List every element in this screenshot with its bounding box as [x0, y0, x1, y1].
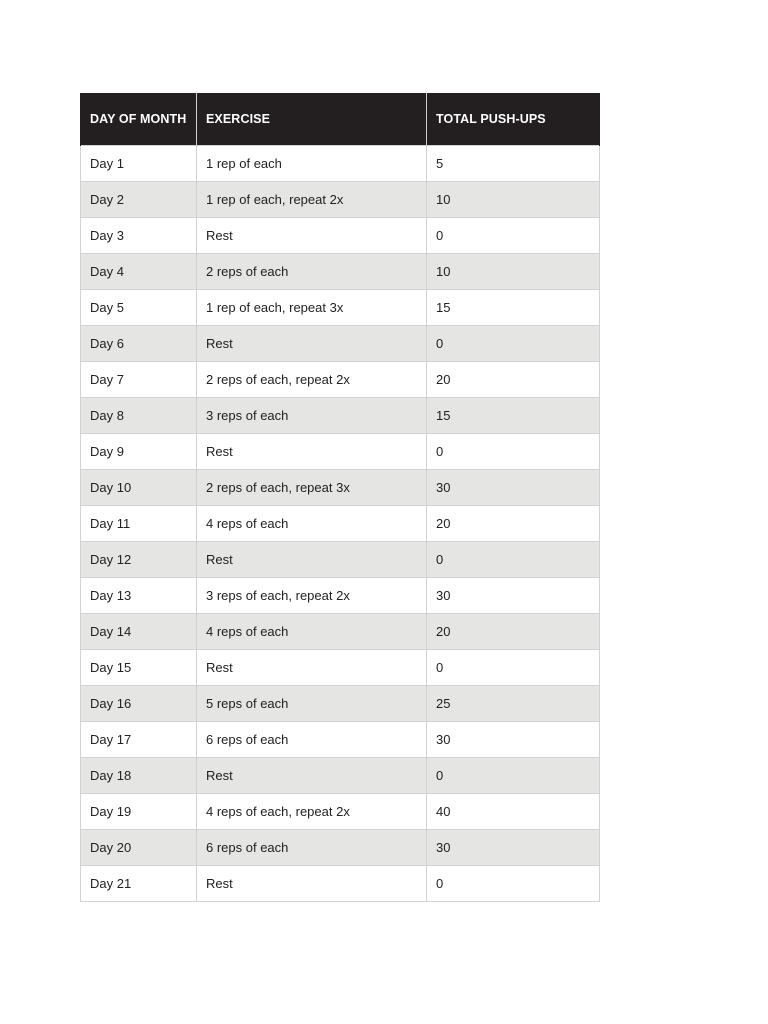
day-cell: Day 10: [81, 469, 197, 505]
table-row: [81, 541, 600, 577]
total-push-ups-cell: 15: [427, 397, 600, 433]
exercise-cell: 5 reps of each: [197, 685, 427, 721]
exercise-cell: 3 reps of each, repeat 2x: [197, 577, 427, 613]
pushup-schedule-table: [80, 93, 600, 902]
table-row: [81, 217, 600, 253]
table-row: [81, 577, 600, 613]
total-push-ups-cell: 20: [427, 361, 600, 397]
exercise-cell: Rest: [197, 217, 427, 253]
exercise-cell: 2 reps of each, repeat 2x: [197, 361, 427, 397]
day-cell: Day 14: [81, 613, 197, 649]
table-row: [81, 829, 600, 865]
table-row: [81, 721, 600, 757]
table-row: [81, 757, 600, 793]
total-push-ups-cell: 10: [427, 181, 600, 217]
total-push-ups-cell: 40: [427, 793, 600, 829]
total-push-ups-cell: 0: [427, 217, 600, 253]
table-body: [81, 145, 600, 901]
total-push-ups-cell: 0: [427, 325, 600, 361]
table-header: [81, 93, 600, 145]
day-cell: Day 8: [81, 397, 197, 433]
day-cell: Day 15: [81, 649, 197, 685]
exercise-cell: 2 reps of each, repeat 3x: [197, 469, 427, 505]
day-cell: Day 4: [81, 253, 197, 289]
table-row: [81, 253, 600, 289]
day-cell: Day 2: [81, 181, 197, 217]
day-cell: Day 21: [81, 865, 197, 901]
table-row: [81, 865, 600, 901]
exercise-cell: 6 reps of each: [197, 829, 427, 865]
day-cell: Day 20: [81, 829, 197, 865]
exercise-cell: 3 reps of each: [197, 397, 427, 433]
exercise-cell: 4 reps of each: [197, 505, 427, 541]
total-push-ups-cell: 0: [427, 649, 600, 685]
day-cell: Day 6: [81, 325, 197, 361]
header-row: [81, 93, 600, 145]
table-row: [81, 181, 600, 217]
total-push-ups-cell: 15: [427, 289, 600, 325]
total-push-ups-cell: 0: [427, 433, 600, 469]
day-cell: Day 11: [81, 505, 197, 541]
day-cell: Day 17: [81, 721, 197, 757]
table-row: [81, 289, 600, 325]
day-cell: Day 18: [81, 757, 197, 793]
day-cell: Day 7: [81, 361, 197, 397]
total-push-ups-cell: 30: [427, 577, 600, 613]
exercise-cell: 6 reps of each: [197, 721, 427, 757]
exercise-cell: Rest: [197, 433, 427, 469]
header-total-push-ups: TOTAL PUSH-UPS: [427, 93, 600, 145]
exercise-cell: 1 rep of each, repeat 2x: [197, 181, 427, 217]
total-push-ups-cell: 0: [427, 541, 600, 577]
day-cell: Day 13: [81, 577, 197, 613]
total-push-ups-cell: 30: [427, 469, 600, 505]
exercise-cell: 1 rep of each: [197, 145, 427, 181]
exercise-cell: Rest: [197, 865, 427, 901]
table-row: [81, 613, 600, 649]
day-cell: Day 3: [81, 217, 197, 253]
table-row: [81, 397, 600, 433]
exercise-cell: 4 reps of each: [197, 613, 427, 649]
exercise-cell: 4 reps of each, repeat 2x: [197, 793, 427, 829]
header-exercise: EXERCISE: [197, 93, 427, 145]
day-cell: Day 1: [81, 145, 197, 181]
day-cell: Day 9: [81, 433, 197, 469]
total-push-ups-cell: 0: [427, 865, 600, 901]
total-push-ups-cell: 0: [427, 757, 600, 793]
exercise-cell: Rest: [197, 541, 427, 577]
total-push-ups-cell: 30: [427, 721, 600, 757]
total-push-ups-cell: 30: [427, 829, 600, 865]
day-cell: Day 19: [81, 793, 197, 829]
day-cell: Day 12: [81, 541, 197, 577]
total-push-ups-cell: 20: [427, 613, 600, 649]
table-row: [81, 361, 600, 397]
total-push-ups-cell: 10: [427, 253, 600, 289]
table-row: [81, 685, 600, 721]
table-row: [81, 793, 600, 829]
table-row: [81, 505, 600, 541]
exercise-cell: 2 reps of each: [197, 253, 427, 289]
table-row: [81, 145, 600, 181]
exercise-cell: Rest: [197, 757, 427, 793]
day-cell: Day 5: [81, 289, 197, 325]
total-push-ups-cell: 5: [427, 145, 600, 181]
table-row: [81, 325, 600, 361]
table-row: [81, 649, 600, 685]
total-push-ups-cell: 20: [427, 505, 600, 541]
table-row: [81, 433, 600, 469]
exercise-cell: Rest: [197, 649, 427, 685]
exercise-cell: 1 rep of each, repeat 3x: [197, 289, 427, 325]
exercise-cell: Rest: [197, 325, 427, 361]
table-row: [81, 469, 600, 505]
day-cell: Day 16: [81, 685, 197, 721]
total-push-ups-cell: 25: [427, 685, 600, 721]
header-day-of-month: DAY OF MONTH: [81, 93, 197, 145]
